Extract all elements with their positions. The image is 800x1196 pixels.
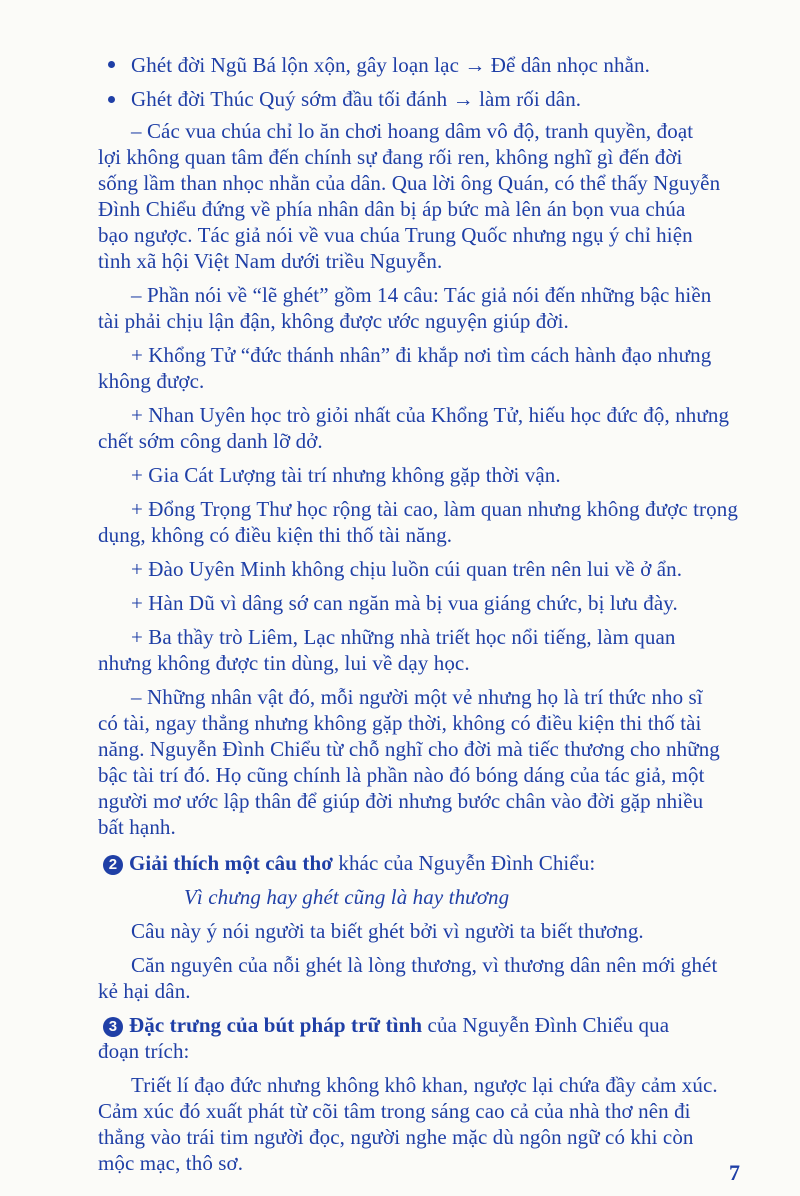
paragraph-line: Câu này ý nói người ta biết ghét bởi vì người ta biết thương.	[131, 919, 644, 943]
paragraph-line: có tài, ngay thẳng nhưng không gặp thời, không có điều kiện thi thố tài	[98, 711, 702, 735]
paragraph-line: tài phải chịu lận đận, không được ước nguyện giúp đời.	[98, 309, 569, 333]
paragraph-line: Triết lí đạo đức nhưng không khô khan, ngược lại chứa đầy cảm xúc.	[131, 1073, 718, 1097]
list-item: + Đào Uyên Minh không chịu luồn cúi quan trên nên lui về ở ẩn.	[131, 557, 683, 581]
paragraph-line: – Các vua chúa chỉ lo ăn chơi hoang dâm vô độ, tranh quyền, đoạt	[131, 119, 694, 143]
page-number: 7	[729, 1160, 740, 1185]
section-heading-continued: đoạn trích:	[98, 1039, 190, 1063]
paragraph-line: Cảm xúc đó xuất phát từ cõi tâm trong sáng cao cả của nhà thơ nên đi	[98, 1099, 691, 1123]
poem-quote: Vì chưng hay ghét cũng là hay thương	[184, 885, 510, 909]
paragraph-line: – Phần nói về “lẽ ghét” gồm 14 câu: Tác giả nói đến những bậc hiền	[131, 283, 712, 307]
list-item: + Ba thầy trò Liêm, Lạc những nhà triết học nổi tiếng, làm quan	[131, 625, 676, 649]
list-item: + Khổng Tử “đức thánh nhân” đi khắp nơi tìm cách hành đạo nhưng	[131, 343, 712, 367]
paragraph-line: lợi không quan tâm đến chính sự đang rối ren, không nghĩ gì đến đời	[98, 145, 683, 169]
section-heading-text: Giải thích một câu thơ	[129, 851, 333, 875]
paragraph-line: kẻ hại dân.	[98, 979, 191, 1003]
paragraph-line: bất hạnh.	[98, 815, 176, 839]
section-heading-rest: khác của Nguyễn Đình Chiểu:	[333, 851, 596, 875]
paragraph-line: bạo ngược. Tác giả nói về vua chúa Trung Quốc nhưng ngụ ý chỉ hiện	[98, 223, 693, 247]
list-item: + Hàn Dũ vì dâng sớ can ngăn mà bị vua giáng chức, bị lưu đày.	[131, 591, 678, 615]
list-item: không được.	[98, 369, 205, 393]
paragraph-line: – Những nhân vật đó, mỗi người một vẻ nhưng họ là trí thức nho sĩ	[131, 685, 703, 709]
bullet-item: Ghét đời Ngũ Bá lộn xộn, gây loạn lạc → Để dân nhọc nhằn.	[131, 53, 650, 77]
section-heading-text: Đặc trưng của bút pháp trữ tình	[129, 1013, 423, 1037]
list-item: chết sớm công danh lỡ dở.	[98, 429, 323, 453]
list-item: dụng, không có điều kiện thi thố tài năng.	[98, 523, 453, 547]
bullet-dot	[108, 61, 115, 68]
section-number: 3	[103, 1017, 123, 1037]
paragraph-line: sống lầm than nhọc nhằn của dân. Qua lời ông Quán, có thể thấy Nguyễn	[98, 171, 721, 195]
paragraph-line: Đình Chiểu đứng về phía nhân dân bị áp bức mà lên án bọn vua chúa	[98, 197, 686, 221]
paragraph-line: Căn nguyên của nỗi ghét là lòng thương, vì thương dân nên mới ghét	[131, 953, 718, 977]
list-item: nhưng không được tin dùng, lui về dạy học.	[98, 651, 470, 675]
bullet-dot	[108, 96, 115, 103]
paragraph-line: tình xã hội Việt Nam dưới triều Nguyễn.	[98, 249, 443, 273]
section-heading-3	[103, 1012, 669, 1038]
section-heading-2	[103, 850, 595, 876]
section-heading-rest: của Nguyễn Đình Chiểu qua	[422, 1013, 670, 1037]
paragraph-line: người mơ ước lập thân để giúp đời nhưng bước chân vào đời gặp nhiều	[98, 789, 704, 813]
list-item: + Đổng Trọng Thư học rộng tài cao, làm quan nhưng không được trọng	[131, 497, 738, 521]
paragraph-line: bậc tài trí đó. Họ cũng chính là phần nào đó bóng dáng của tác giả, một	[98, 763, 705, 787]
paragraph-line: năng. Nguyễn Đình Chiểu từ chỗ nghĩ cho đời mà tiếc thương cho những	[98, 737, 720, 761]
bullet-item: Ghét đời Thúc Quý sớm đầu tối đánh → làm rối dân.	[131, 87, 582, 111]
list-item: + Nhan Uyên học trò giỏi nhất của Khổng Tử, hiếu học đức độ, nhưng	[131, 403, 730, 427]
list-item: + Gia Cát Lượng tài trí nhưng không gặp thời vận.	[131, 463, 561, 487]
section-number: 2	[103, 855, 123, 875]
paragraph-line: mộc mạc, thô sơ.	[98, 1151, 244, 1175]
paragraph-line: thẳng vào trái tim người đọc, người nghe mặc dù ngôn ngữ có khi còn	[98, 1125, 694, 1149]
